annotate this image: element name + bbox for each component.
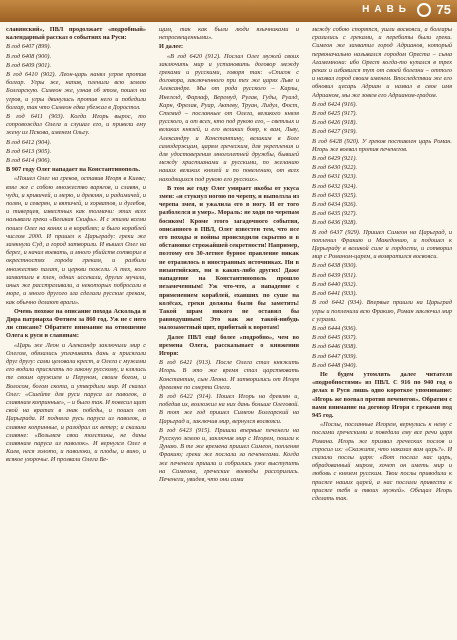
section-title: НАВЬ <box>362 4 411 15</box>
paragraph: В 907 году Олег нападает на Константинополь. <box>6 166 141 174</box>
paragraph: В год 6434 (926). <box>312 201 358 209</box>
paragraph: «Послы, посланные Игорем, вернулись к нему с послами греческими и поведали ему все речи царя Романа. Игорь же призвал греческих послов и спросил их: «Скажите, что наказал вам царь?». И сказали послы царя: «Вот послал нас царь, обрадованный миром, хочет он иметь мир и любовь с князем русским. Твои послы приводили к присяге наших царей, а нас послали привести к присяге тебя и твоих мужей». Обещал Игорь сделать так. <box>312 421 452 502</box>
paragraph: В год 6411 (903). Когда Игорь вырос, то сопровождал Олега и слушал его, и привели ему жену из Пскова, именем Ольгу. <box>6 113 146 137</box>
paragraph: «В год 6420 (912). Послал Олег мужей своих заключить мир и установить договор между греками и русскими, говоря так: «Список с договора, заключенного при тех же царях Льве и Александре. Мы от рода русского – Карлы, Инегелд, Фарлаф, Веремуд, Рулав, Гуды, Руалд, Карн, Фрелав, Руар, Актеву, Труан, Лидул, Фост, Стемид – посланные от Олега, великого князя русского, и от всех, кто под рукою его, – светлых и великих князей, и его великих бояр, к вам, Льву, Александру и Константину, великим в Боге самодержцам, царям греческим, для укрепления и для удостоверения многолетней дружбы, бывшей между христианами и русскими, по желанию наших великих князей и по повелению, от всех находящихся под рукою его русских». <box>159 52 299 183</box>
paragraph: В год 6432 (924). <box>312 182 358 190</box>
page-number: 75 <box>436 2 451 17</box>
paragraph: В год 6433 (925). <box>312 191 358 199</box>
paragraph: В год 6413 (905). <box>6 147 52 155</box>
paragraph: В год 6438 (930). <box>312 262 358 270</box>
paragraph: В год 6448 (940). <box>312 361 358 369</box>
paragraph: В год 6441 (933). <box>312 290 358 298</box>
paragraph: между собою спорятся, ушли восвояси, а болгары сразились с греками, и перебиты были греки. Симеон же захватил город Адрианов, который первоначально назывался городом Ореста – сына Агамемнона: ибо Орест когда-то купался в трех реках и избавился тут от своей болезни – оттого и назвал город своим именем. Впоследствии же его обновил цесарь Адриан и назвал в свое имя Адрианом, мы же зовем его Адрианом-градом. <box>312 26 452 99</box>
paragraph: В год 6437 (929). Пришел Симеон на Царьград, и попленил Фракию и Македонию, и подошел к Царьграду в великой силе и гордости, и сотворил мир с Романом-царем, и возвратился восвояси. <box>312 228 452 261</box>
paragraph: В год 6429 (921). <box>312 155 358 163</box>
paragraph: В год 6446 (938). <box>312 343 358 351</box>
paragraph: В год 6440 (932). <box>312 280 358 288</box>
paragraph: В год 6422 (914). Пошел Игорь на древлян и, победив их, возложил на них дань больше Олеговой. В тот же год пришел Симеон Болгарский на Царьград и, заключив мир, вернулся восвояси. <box>159 392 299 425</box>
paragraph: «Царь же Леон и Александр заключили мир с Олегом, обязались уплачивать дань и присягали друг другу: сами целовали крест, а Олега с мужами его водили присягать по закону русскому, и клялись те своим оружием и Перуном, своим богом, и Волосом, богом скота, и утвердили мир. И сказал Олег: «Сшейте для руси паруса из паволок, а славянам копринные», – и было так. И повесил щит свой на вратах в знак победы, и пошел от Царьграда. И подняла русь паруса из паволок, а славяне копринные, и разодрал их ветер; и сказали славяне: «Возьмем свои толстины, не даны славянам паруса из паволок». И вернулся Олег в Киев, неся золото, и паволоки, и плоды, и вино, и всякое узорочье. И прозвали Олега Ве- <box>6 341 146 464</box>
paragraph: В год 6444 (936). <box>312 324 358 332</box>
paragraph: Далее ПВЛ ещё более «подробно», чем во времена Олега, рассказывает о княжении Игоря: <box>159 333 299 357</box>
paragraph: В год 6436 (928). <box>312 219 358 227</box>
paragraph: В год 6408 (900). <box>6 52 52 60</box>
paragraph: В год 6439 (931). <box>312 271 358 279</box>
paragraph: В год 6407 (899). <box>6 43 52 51</box>
paragraph: В год 6442 (934). Впервые пришли на Царьград угры и попленили всю Фракию, Роман заключил мир с уграми. <box>312 299 452 323</box>
paragraph: В год 6410 (902). Леон-царь нанял угров против болгар. Угры же, напав, пленили всю землю Болгарскую. Симеон же, узнав об этом, пошел на угров, и угры двинулись против него и победили болгар, так что Симеон едва убежал в Доростол. <box>6 71 146 111</box>
page-header <box>0 0 457 22</box>
paragraph: «Пошел Олег на греков, оставив Игоря в Киеве; взял же с собою множество варягов, и славян, и чуди, и кривичей, и мерю, и древлян, и радимичей, и полян, и северян, и вятичей, и хорватов, и дулебов, и тиверцев, известных как толмачи: этих всех называли греки «Великая Скифь». И с этими всеми пошел Олег на конях и в кораблях; и было кораблей числом 2000. И пришел к Царьграду: греки же замкнули Суд, а город затворили. И вышел Олег на берег, и начал воевать, и много убийств сотворил в окрестностях города грекам, и разбили множество палат, и церкви пожгли. А тех, кого захватили в плен, одних иссекали, других мучили, иных же расстреливали, а некоторых побросали в море, и много другого зла сделали русские грекам, как обычно делают враги». <box>6 175 146 306</box>
paragraph: В год 6424 (916). <box>312 100 358 108</box>
paragraph: В год 6431 (923). <box>312 173 358 181</box>
paragraph: славянский», ПВЛ продолжает «подробный» календарный рассказ о событиях на Руси: <box>6 26 146 42</box>
paragraph: В год 6445 (937). <box>312 334 358 342</box>
paragraph: В год 6426 (918). <box>312 119 358 127</box>
column-1 <box>6 26 146 634</box>
paragraph: В год 6409 (901). <box>6 61 52 69</box>
paragraph: Очень похоже на описание похода Аскольда и Дира патриарха Фотием за 860 год. Уж не с него ли списано? Обратите внимание на отношение Олега к руси и славянам: <box>6 307 146 340</box>
paragraph: Не будем утомлять далее читателя «подробностями» из ПВЛ. С 916 по 940 год о делах в Руси лишь одно короткое упоминание: «Игорь же воевал против печенегов». Обратим с вами внимание на договор Игоря с греками под 945 год. <box>312 370 452 419</box>
paragraph: В год 6435 (927). <box>312 210 358 218</box>
paragraph: В год 6425 (917). <box>312 110 358 118</box>
paragraph: В год 6427 (919). <box>312 128 358 136</box>
paragraph: В год 6412 (904). <box>6 138 52 146</box>
paragraph: В год 6414 (906). <box>6 157 52 165</box>
ornament-icon <box>417 3 431 17</box>
paragraph: В год 6447 (939). <box>312 352 358 360</box>
paragraph: В год 6421 (913). После Олега стал княжить Игорь. В это же время стал царствовать Константин, сын Леона. И затворились от Игоря древляне по смерти Олега. <box>159 359 299 391</box>
paragraph: В том же году Олег умирает якобы от укуса змеи: «и стукнул ногою по черепу, и выползла из черепа змея, и ужалила его в ногу. И от того разболелся и умер». Мораль: не ходи по черепам босиком! Кроме этого загадочного события, описанного в ПВЛ, Олег известен тем, что все его походы и войны происходили скрытно и в обстановке строжайшей секретности! Например, поэтому его 30-летнее бурное правление никак не отразилось в иностранных источниках. Ни в византийских, ни в каких-либо других! Даже нападение на Константинополь прошло незамеченным! Уж что-что, а нападение с применением кораблей, ехавших по суше на колёсах, греки должны были бы заметить! Такой шрам никого не оставил бы равнодушным! Это как же такой-нибудь малозаметный щит, прибитый к воротам! <box>159 184 299 332</box>
column-3 <box>312 26 452 634</box>
paragraph: В год 6423 (915). Пришли впервые печенеги на Русскую землю и, заключив мир с Игорем, пошли к Дунаю. В те же времена пришел Симеон, попленяя Фракию; греки же послали за печенегами. Когда же печенеги пришли и собрались уже выступить на Симеона, греческие воеводы рассорились. Печенеги, увидев, что они сами <box>159 426 299 483</box>
paragraph: щим, так как были люди язычниками и непросвещенными». <box>159 26 299 42</box>
column-2 <box>159 26 299 634</box>
paragraph: В год 6430 (922). <box>312 164 358 172</box>
paragraph: И далее: <box>159 43 184 51</box>
paragraph: В год 6428 (920). У греков поставлен царь Роман. Игорь же воевал против печенегов. <box>312 137 452 153</box>
